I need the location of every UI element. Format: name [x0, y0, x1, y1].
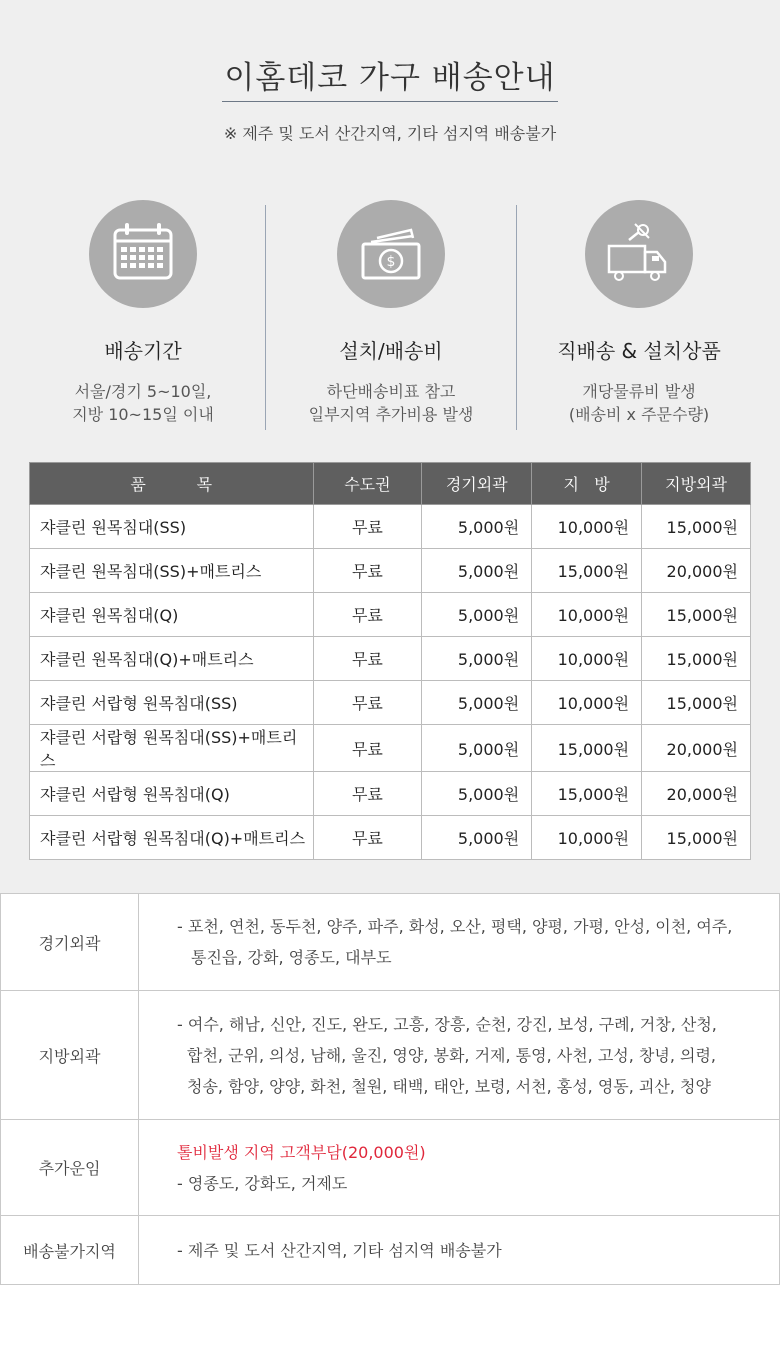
product-name: 쟈클린 서랍형 원목침대(SS)	[30, 681, 314, 725]
rate-gyeonggi: 5,000원	[422, 549, 532, 593]
feature-title: 설치/배송비	[339, 339, 443, 363]
table-row	[30, 549, 751, 593]
rate-local-outer: 15,000원	[642, 637, 751, 681]
shipping-rate-table	[29, 462, 751, 860]
rate-capital: 무료	[313, 549, 422, 593]
info-row-jibang	[1, 991, 780, 1120]
info-row-gyeonggi	[1, 894, 780, 991]
table-row	[30, 725, 751, 772]
rate-local: 10,000원	[532, 816, 642, 860]
product-name: 쟈클린 원목침대(Q)+매트리스	[30, 637, 314, 681]
feature-title: 직배송 & 설치상품	[557, 339, 721, 363]
feature-description: 개당물류비 발생 (배송비 x 주문수량)	[568, 382, 710, 424]
region-info-table	[0, 893, 780, 1285]
rate-local: 15,000원	[532, 772, 642, 816]
rate-local-outer: 20,000원	[642, 772, 751, 816]
column-header: 경기외곽	[422, 463, 532, 505]
calendar-icon	[103, 214, 183, 294]
product-name: 쟈클린 원목침대(Q)	[30, 593, 314, 637]
info-label: 배송불가지역	[1, 1216, 139, 1285]
column-header: 지 방	[532, 463, 642, 505]
svg-text:$: $	[386, 254, 396, 270]
rate-capital: 무료	[313, 725, 422, 772]
rate-gyeonggi: 5,000원	[422, 725, 532, 772]
money-icon	[351, 214, 431, 294]
table-row	[30, 637, 751, 681]
rate-capital: 무료	[313, 816, 422, 860]
table-row	[30, 505, 751, 549]
rate-local: 10,000원	[532, 593, 642, 637]
rate-local-outer: 20,000원	[642, 725, 751, 772]
rate-capital: 무료	[313, 681, 422, 725]
rate-local: 10,000원	[532, 681, 642, 725]
product-name: 쟈클린 원목침대(SS)	[30, 505, 314, 549]
info-label: 추가운임	[1, 1120, 139, 1216]
rate-local: 10,000원	[532, 505, 642, 549]
rate-capital: 무료	[313, 637, 422, 681]
rate-capital: 무료	[313, 772, 422, 816]
info-content: - 여수, 해남, 신안, 진도, 완도, 고흥, 장흥, 순천, 강진, 보성, 구례, 거창, 산청, 합천, 군위, 의성, 남해, 울진, 영양, 봉화, 거제, 통영, 사천, 고성, 창녕, 의령, 청송, 함양, 양양, 화천, 철원, 태백, 태안, 보령, 서천, 홍성, 영동, 괴산, 청양	[139, 991, 780, 1120]
rate-local-outer: 15,000원	[642, 681, 751, 725]
feature-title: 배송기간	[104, 339, 182, 363]
feature-description: 하단배송비표 참고 일부지역 추가비용 발생	[308, 382, 474, 424]
rate-local-outer: 20,000원	[642, 549, 751, 593]
rate-capital: 무료	[313, 593, 422, 637]
delivery-notice: ※ 제주 및 도서 산간지역, 기타 섬지역 배송불가	[223, 124, 557, 143]
table-row	[30, 593, 751, 637]
info-label: 경기외곽	[1, 894, 139, 991]
rate-gyeonggi: 5,000원	[422, 681, 532, 725]
column-header: 품 목	[30, 463, 314, 505]
column-header: 수도권	[313, 463, 422, 505]
info-label: 지방외곽	[1, 991, 139, 1120]
product-name: 쟈클린 서랍형 원목침대(Q)	[30, 772, 314, 816]
feature-delivery-period	[18, 200, 268, 426]
product-name: 쟈클린 서랍형 원목침대(SS)+매트리스	[30, 725, 314, 772]
rate-gyeonggi: 5,000원	[422, 772, 532, 816]
table-row	[30, 772, 751, 816]
truck-tools-icon	[599, 214, 679, 294]
rate-gyeonggi: 5,000원	[422, 816, 532, 860]
product-name: 쟈클린 원목침대(SS)+매트리스	[30, 549, 314, 593]
table-row	[30, 816, 751, 860]
toll-notice: 톨비발생 지역 고객부담(20,000원)	[177, 1142, 426, 1162]
rate-gyeonggi: 5,000원	[422, 637, 532, 681]
table-row	[30, 681, 751, 725]
rate-local-outer: 15,000원	[642, 593, 751, 637]
feature-description: 서울/경기 5~10일, 지방 10~15일 이내	[72, 382, 214, 424]
rate-local: 15,000원	[532, 725, 642, 772]
table-header-row	[30, 463, 751, 505]
column-header: 지방외곽	[642, 463, 751, 505]
rate-local: 15,000원	[532, 549, 642, 593]
rate-gyeonggi: 5,000원	[422, 505, 532, 549]
rate-gyeonggi: 5,000원	[422, 593, 532, 637]
feature-shipping-fee	[266, 200, 516, 426]
info-row-nodelivery	[1, 1216, 780, 1285]
rate-local-outer: 15,000원	[642, 505, 751, 549]
feature-direct-delivery	[514, 200, 764, 426]
rate-capital: 무료	[313, 505, 422, 549]
page-title: 이홈데코 가구 배송안내	[224, 60, 556, 96]
rate-local-outer: 15,000원	[642, 816, 751, 860]
rate-local: 10,000원	[532, 637, 642, 681]
product-name: 쟈클린 서랍형 원목침대(Q)+매트리스	[30, 816, 314, 860]
info-content: - 제주 및 도서 산간지역, 기타 섬지역 배송불가	[139, 1216, 780, 1285]
info-content: - 포천, 연천, 동두천, 양주, 파주, 화성, 오산, 평택, 양평, 가평, 안성, 이천, 여주, 통진읍, 강화, 영종도, 대부도	[139, 894, 780, 991]
title-divider	[222, 101, 558, 102]
info-content: 톨비발생 지역 고객부담(20,000원) - 영종도, 강화도, 거제도	[139, 1120, 780, 1216]
info-row-extra	[1, 1120, 780, 1216]
